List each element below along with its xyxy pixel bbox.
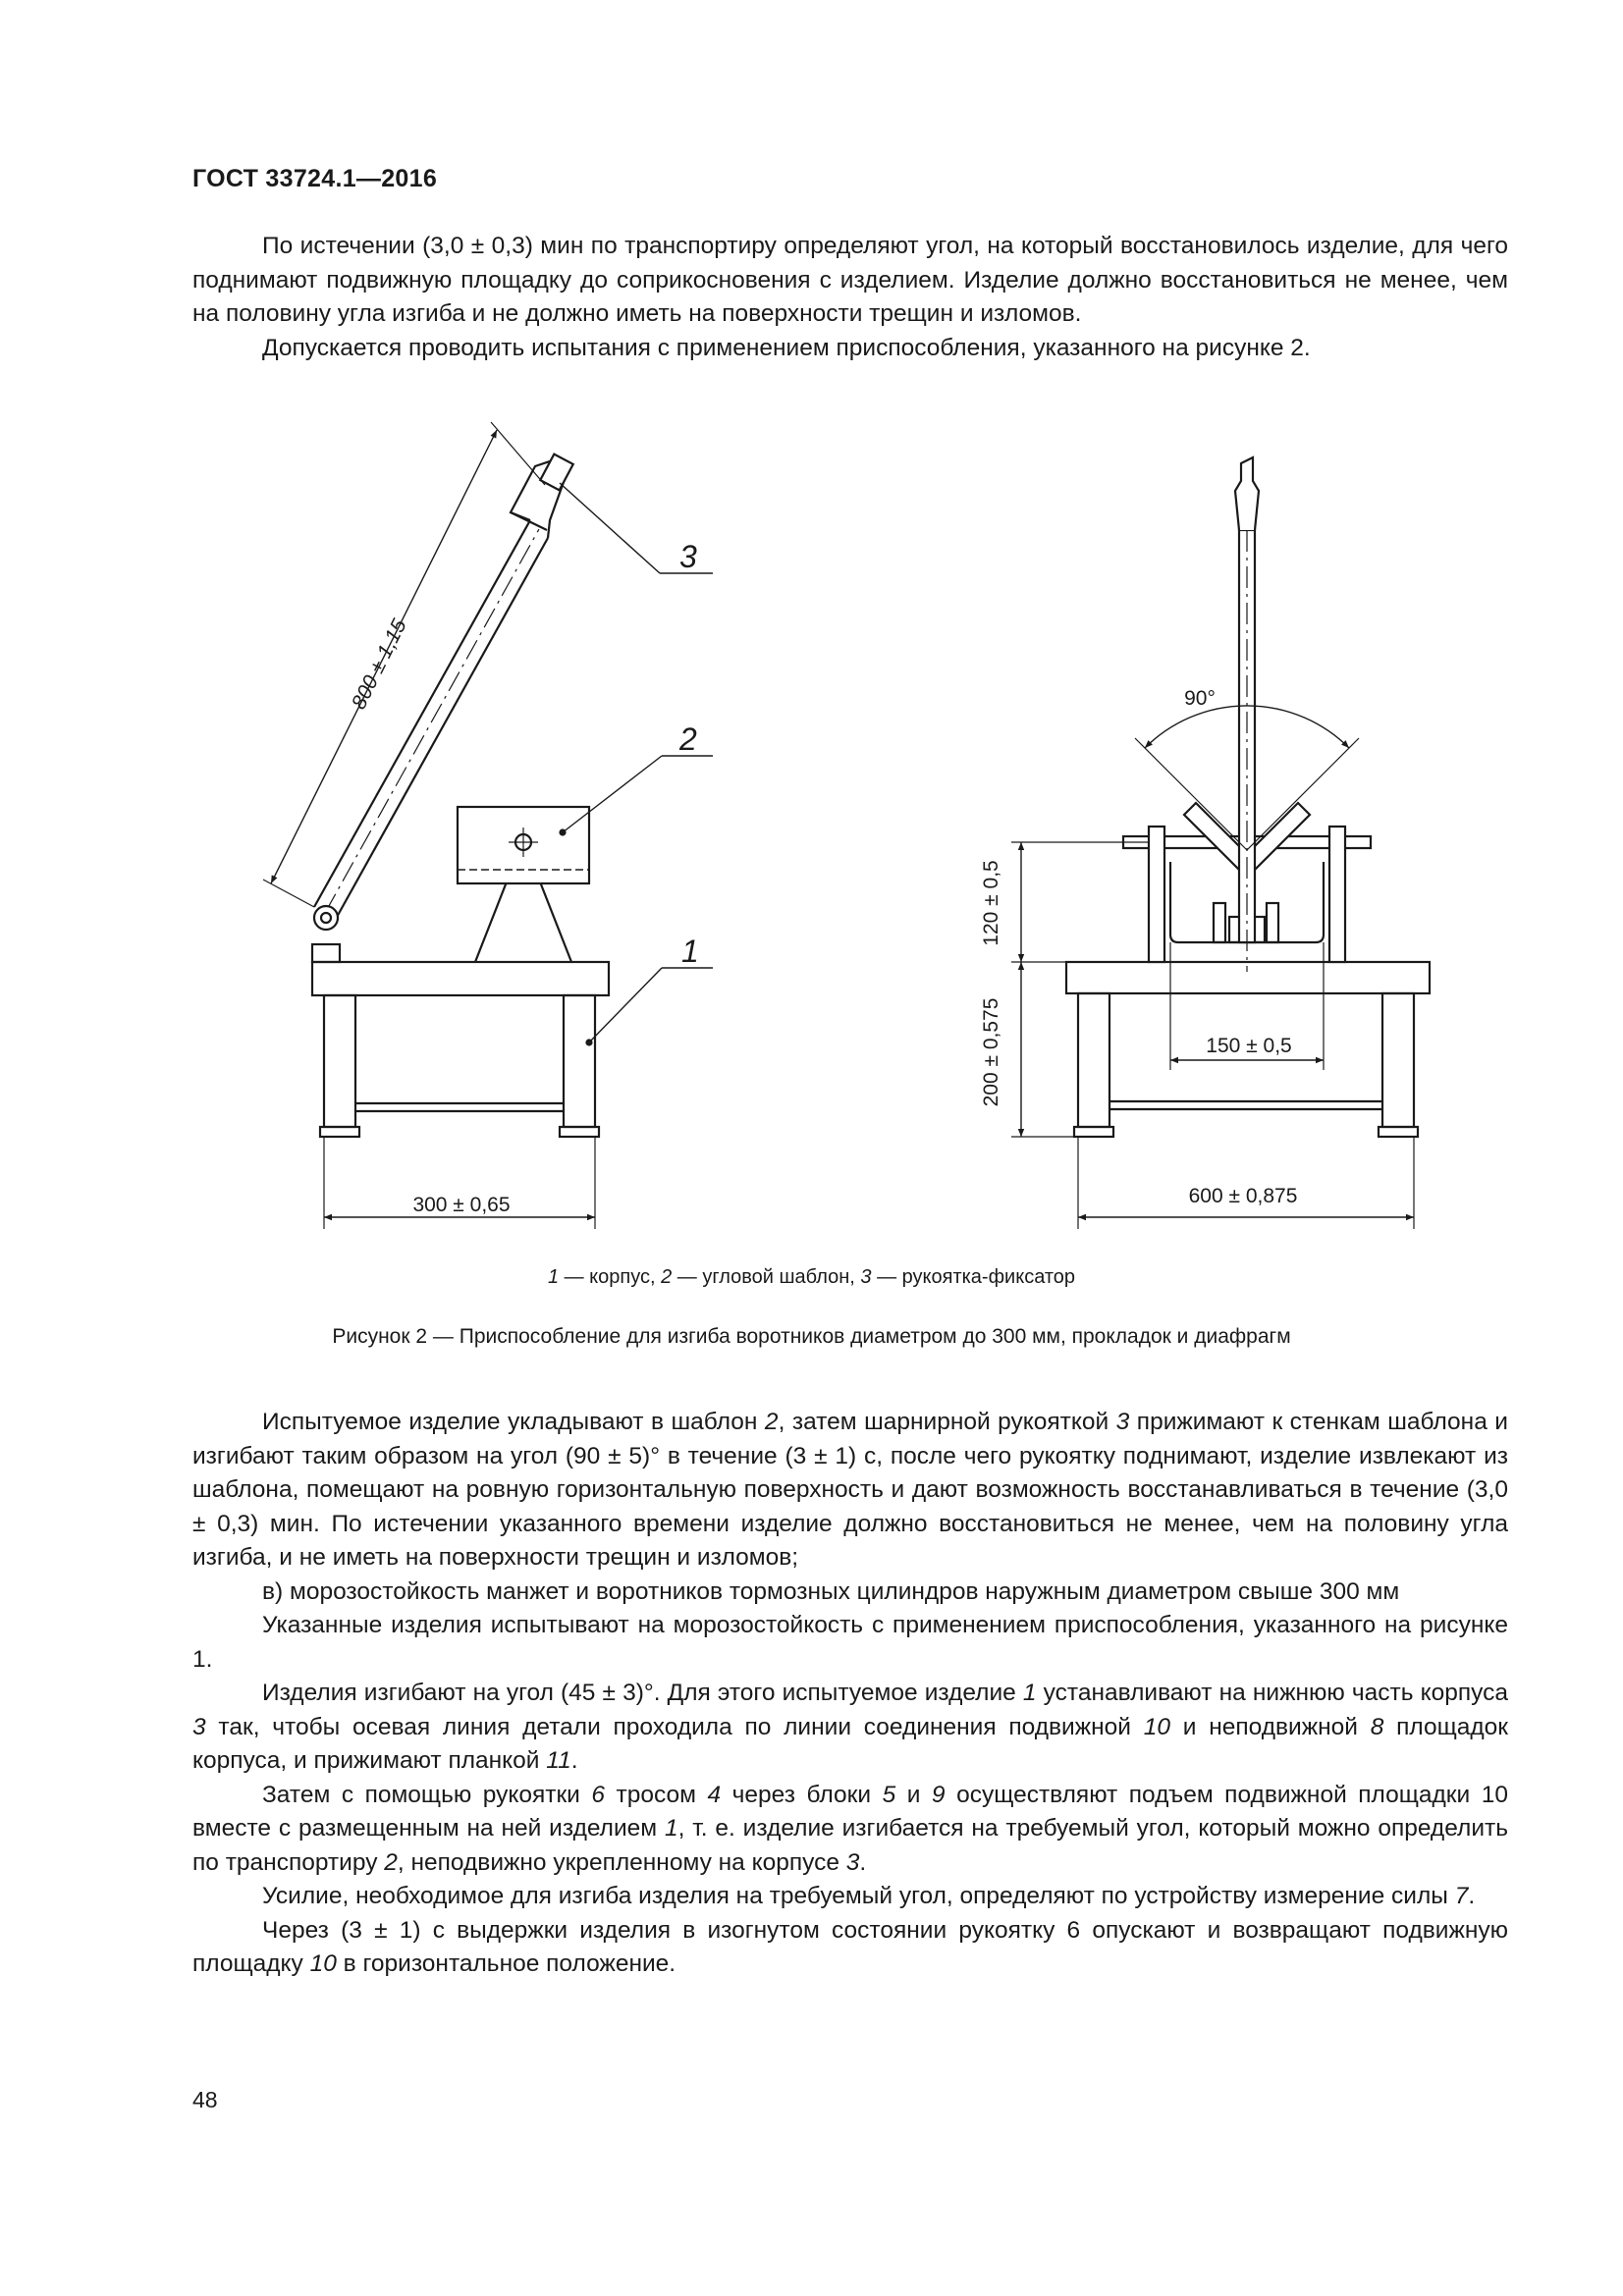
table-top [312,962,609,995]
paragraph: По истечении (3,0 ± 0,3) мин по транспортиру определяют угол, на который восстановилось изделие, для чего поднимают подвижную площадку до соприкосновения с изделием. Изделие должно восстановиться не менее, чем на половину угла изгиба и не должно иметь на поверхности трещин и изломов. [192,233,1508,327]
paragraph: Изделия изгибают на угол (45 ± 3)°. Для этого испытуемое изделие 1 устанавливают на нижнюю часть корпуса 3 так, чтобы осевая линия детали проходила по линии соединения подвижной 10 и неподвижной 8 площадок корпуса, и прижимают планкой 11. [192,1680,1508,1774]
paragraph: Усилие, необходимое для изгиба изделия на требуемый угол, определяют по устройству измерение силы 7. [262,1883,1476,1909]
right-view [1011,457,1430,1229]
handle-rod [1239,530,1255,942]
dim-left-width: 300 ± 0,65 [412,1194,511,1216]
table-top [1066,962,1430,993]
left-view [263,422,713,1229]
dim-right-width: 600 ± 0,875 [1188,1185,1298,1207]
dim-template-height: 120 ± 0,5 [980,860,1002,946]
paragraph: Испытуемое изделие укладывают в шаблон 2, затем шарнирной рукояткой 3 прижимают к стенкам шаблона и изгибают таким образом на угол (90 ± 5)° в течение (3 ± 1) с, после чего рукоятку поднимают, изделие извлекают из шаблона, помещают на ровную горизонтальную поверхность и дают возможность восстанавливаться в течение (3,0 ± 0,3) мин. По истечении указанного времени изделие должно восстановиться не менее, чем на половину угла изгиба, и не иметь на поверхности трещин и изломов; [192,1409,1508,1571]
document-header: ГОСТ 33724.1—2016 [192,165,438,192]
figure-title: Рисунок 2 — Приспособление для изгиба воротников диаметром до 300 мм, прокладок и диафрагм [332,1325,1291,1348]
dim-template-width: 150 ± 0,5 [1206,1035,1292,1057]
dim-angle: 90° [1184,687,1216,710]
dim-handle-length: 800 ± 1,15 [347,615,411,714]
paragraph: Затем с помощью рукоятки 6 тросом 4 через блоки 5 и 9 осуществляют подъем подвижной площадки 10 вместе с размещенным на ней изделием 1, т. е. изделие изгибается на требуемый угол, который можно определить по транспортиру 2, неподвижно укрепленному на корпусе 3. [192,1781,1508,1876]
figure-legend: 1 — корпус, 2 — угловой шаблон, 3 — рукоятка-фиксатор [547,1266,1076,1288]
table-leg [564,995,595,1127]
table-leg [324,995,355,1127]
paragraph: в) морозостойкость манжет и воротников тормозных цилиндров наружным диаметром свыше 300 мм [262,1577,1400,1605]
paragraph: Указанные изделия испытывают на морозостойкость с применением приспособления, указанного на рисунке 1. [192,1612,1508,1673]
dim-table-height: 200 ± 0,575 [980,997,1002,1107]
callout-3: 3 [679,539,697,574]
callout-1: 1 [681,934,699,969]
page-number: 48 [192,2087,218,2112]
paragraph: Через (3 ± 1) с выдержки изделия в изогнутом состоянии рукоятку 6 опускают и возвращают подвижную площадку 10 в горизонтальное положение. [192,1916,1508,1977]
table-leg [1382,993,1414,1127]
paragraph: Допускается проводить испытания с применением приспособления, указанного на рисунке 2. [262,334,1311,361]
body-text-block [192,1406,1508,1982]
table-leg [1078,993,1109,1127]
callout-2: 2 [679,721,697,757]
